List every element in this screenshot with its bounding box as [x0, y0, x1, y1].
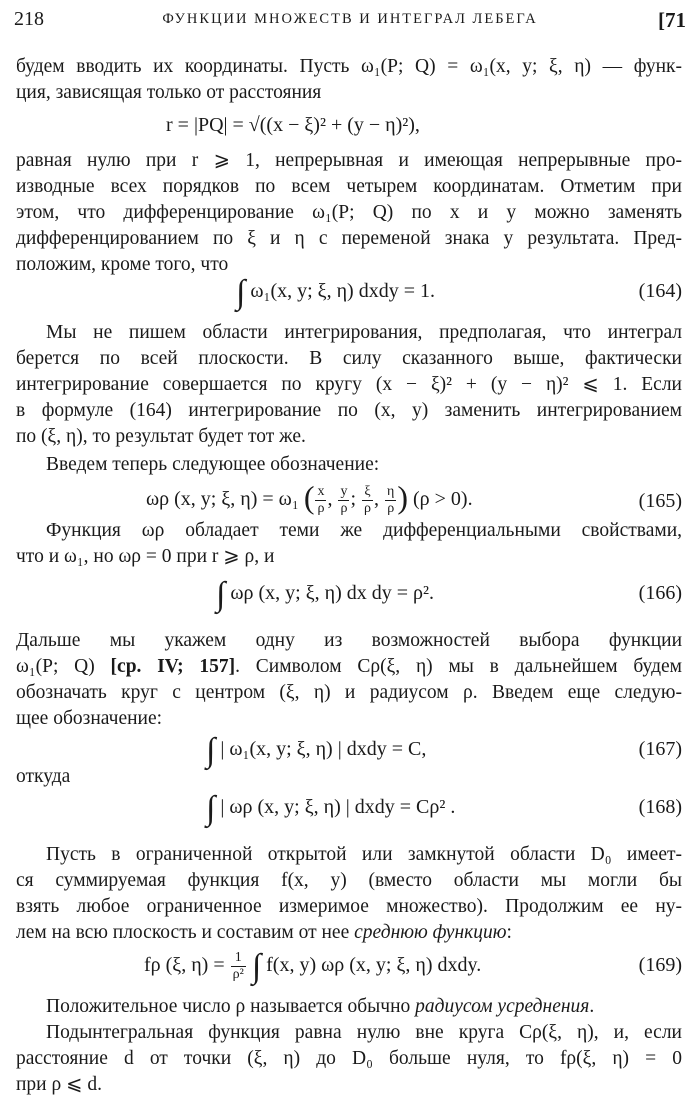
equation-166 [16, 574, 682, 614]
equation-body: ωρ (x, y; ξ, η) dx dy = ρ². [230, 582, 434, 604]
equation-number: (167) [638, 738, 682, 760]
fraction: $\frac{y}{\rho}$ [340, 484, 348, 516]
equation-distance [16, 106, 682, 146]
integral-sign: ∫ [236, 274, 246, 311]
paragraph-2 [16, 148, 682, 278]
section-number: [71 [658, 8, 686, 32]
text-line: будем вводить их координаты. Пусть ω₁(P; Q) = ω₁(x, y; ξ, η) — функ- [16, 56, 682, 77]
text-line: по (ξ, η), то результат будет тот же. [16, 426, 306, 447]
text-line: расстояние d от точки (ξ, η) до D₀ больше нуля, то fρ(ξ, η) = 0 [16, 1048, 682, 1069]
text-line: обозначать круг с центром (ξ, η) и радиусом ρ. Введем еще следую- [16, 682, 682, 703]
text-line: Мы не пишем области интегрирования, предполагая, что интеграл [46, 322, 682, 343]
equation-body: r = |PQ| = √((x − ξ)² + (y − η)²), [166, 114, 420, 136]
text-line: положим, кроме того, что [16, 254, 229, 275]
paragraph-5 [16, 518, 682, 570]
text-line: Введем теперь следующее обозначение: [46, 454, 380, 475]
equation-body: | ω₁(x, y; ξ, η) | dxdy = C, [220, 738, 427, 760]
equation-body: f(x, y) ωρ (x, y; ξ, η) dxdy. [266, 954, 482, 977]
page-number: 218 [14, 8, 44, 30]
equation-body: | ωρ (x, y; ξ, η) | dxdy = Cρ² . [220, 796, 456, 818]
fraction: $\frac{\xi}{\rho}$ [364, 484, 372, 516]
text-line: щее обозначение: [16, 708, 163, 729]
text-line: Дальше мы укажем одну из возможностей выбора функции [16, 630, 682, 651]
equation-number: (169) [638, 954, 682, 976]
fraction: $\frac{\eta}{\rho}$ [387, 484, 395, 516]
fraction: $\frac{1}{\text{ρ²}}$ [232, 950, 244, 982]
equation-number: (164) [638, 280, 682, 302]
text-line: что и ω₁, но ωρ = 0 при r ⩾ ρ, и [16, 546, 275, 567]
text-line: Подынтегральная функция равна нулю вне круга Cρ(ξ, η), и, если [46, 1022, 682, 1043]
text-line: ция, зависящая только от расстояния [16, 82, 322, 103]
equation-number: (168) [638, 796, 682, 818]
text-line: Функция ωρ обладает теми же дифференциальными свойствами, [46, 520, 682, 541]
cross-reference: [ср. IV; 157] [110, 656, 236, 677]
text-line: равная нулю при r ⩾ 1, непрерывная и имеющая непрерывные про- [16, 150, 682, 171]
paragraph-3 [16, 320, 682, 450]
text-line: Пусть в ограниченной открытой или замкнутой области D₀ имеет- [46, 844, 682, 865]
paragraph-9 [16, 1020, 682, 1098]
running-title: ФУНКЦИИ МНОЖЕСТВ И ИНТЕГРАЛ ЛЕБЕГА [162, 11, 538, 27]
paragraph-8 [16, 994, 682, 1020]
text-line: ω₁(P; Q) [ср. IV; 157]. Символом Cρ(ξ, η) мы в дальнейшем будем [16, 656, 682, 677]
text-line: ся суммируемая функция f(x, y) (вместо области мы могли бы [16, 870, 682, 891]
fraction: $\frac{x}{\rho}$ [317, 484, 325, 516]
page-header [14, 8, 686, 42]
equation-164 [16, 272, 682, 312]
integral-sign: ∫ [206, 732, 216, 769]
equation-condition: (ρ > 0). [413, 488, 473, 511]
equation-167 [16, 730, 682, 770]
integral-sign: ∫ [251, 948, 262, 986]
text-line: берется по всей плоскости. В силу сказанного выше, фактически [16, 348, 682, 369]
text-line: изводные всех порядков по всем четырем координатам. Отметим при [16, 176, 682, 197]
equation-169 [16, 942, 682, 986]
integral-sign: ∫ [206, 790, 216, 827]
text-line: дифференцированием по ξ и η с переменой знака у результата. Пред- [16, 228, 682, 249]
text-line: взять любое ограниченное измеримое множество). Продолжим ее ну- [16, 896, 682, 917]
equation-body: ω₁(x, y; ξ, η) dxdy = 1. [250, 280, 435, 302]
emphasis-term: среднюю функцию [354, 922, 507, 943]
text-line: лем на всю плоскость и составим от нее среднюю функцию: [16, 922, 512, 943]
equation-number: (165) [638, 490, 682, 512]
paragraph-6 [16, 628, 682, 732]
emphasis-term: радиусом усреднения [415, 996, 590, 1017]
text-line: Положительное число ρ называется обычно радиусом усреднения. [46, 996, 595, 1017]
equation-number: (166) [638, 582, 682, 604]
text-line: в формуле (164) интегрирование по (x, y) заменить интегрированием [16, 400, 682, 421]
paragraph-7 [16, 842, 682, 946]
text-line: интегрирование совершается по кругу (x − ξ)² + (y − η)² ⩽ 1. Если [16, 374, 682, 395]
equation-168 [16, 788, 682, 828]
integral-sign: ∫ [216, 576, 226, 613]
equation-lhs: ωρ (x, y; ξ, η) = ω₁ [146, 488, 299, 511]
text-line: при ρ ⩽ d. [16, 1074, 102, 1095]
text-otkuda: откуда [16, 766, 71, 787]
equation-lhs: fρ (ξ, η) = [144, 954, 230, 977]
text-line: этом, что дифференцирование ω₁(P; Q) по x и y можно заменять [16, 202, 682, 223]
equation-165: ωρ (x, y; ξ, η) = ω₁ ( $\frac{x}{\rho}$ , $\frac{y}{\rho}$ ; $\frac{\xi}{\rho}$ , $\frac{\eta}{\rho}$ ) (ρ > 0). (165) [146, 479, 682, 516]
paragraph-1 [16, 54, 682, 106]
